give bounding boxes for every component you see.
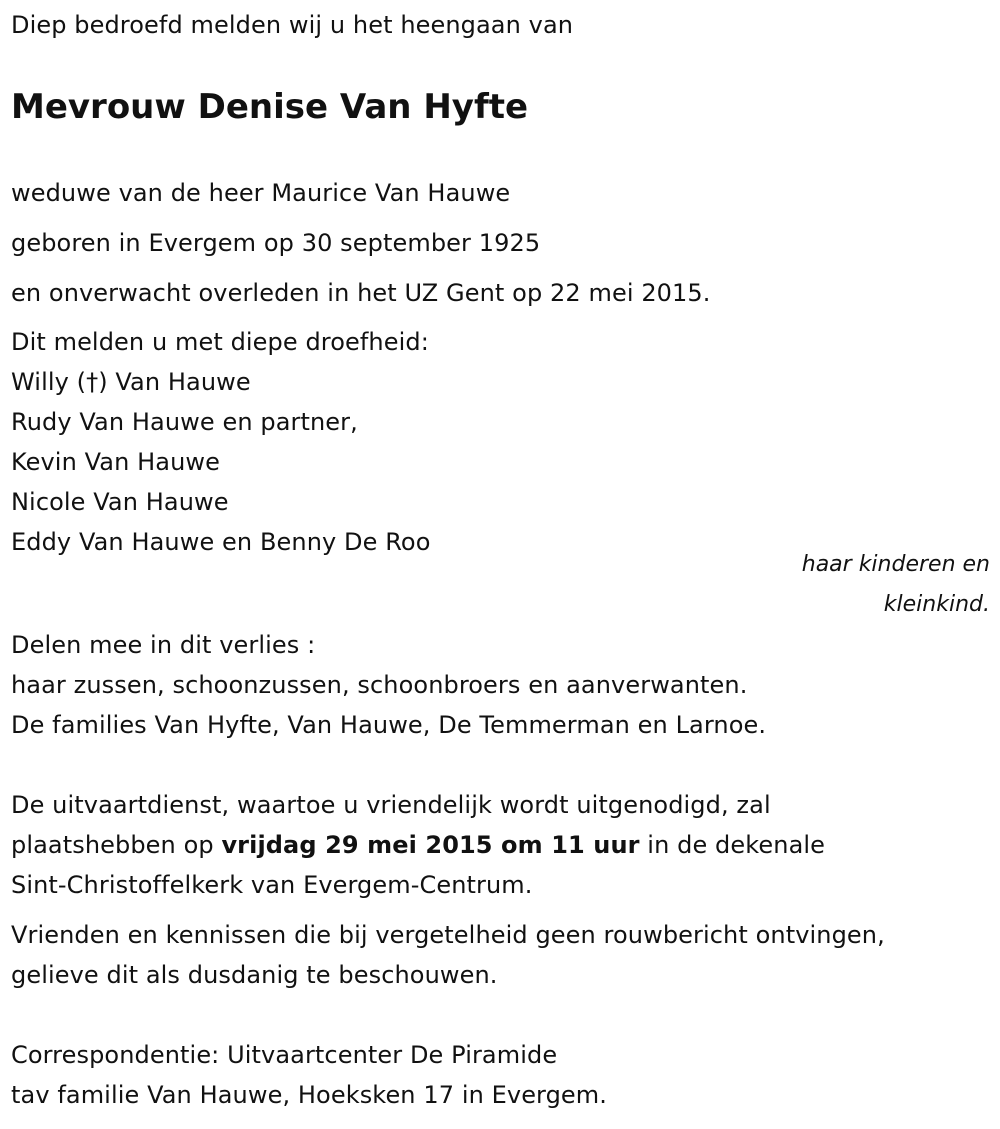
mourners-intro: Dit melden u met diepe droefheid: bbox=[11, 328, 429, 356]
relation-line: kleinkind. bbox=[883, 592, 990, 617]
friends-line: Vrienden en kennissen die bij vergetelheid geen rouwbericht ontvingen, bbox=[11, 921, 885, 949]
service-line: De uitvaartdienst, waartoe u vriendelijk wordt uitgenodigd, zal bbox=[11, 791, 771, 819]
friends-line: gelieve dit als dusdanig te beschouwen. bbox=[11, 961, 498, 989]
service-line bbox=[11, 830, 825, 860]
sharing-intro: Delen mee in dit verlies : bbox=[11, 631, 316, 659]
mourner-item: Eddy Van Hauwe en Benny De Roo bbox=[11, 528, 431, 556]
birth-line: geboren in Evergem op 30 september 1925 bbox=[11, 229, 541, 257]
mourner-item: Rudy Van Hauwe en partner, bbox=[11, 408, 358, 436]
mourner-item: Nicole Van Hauwe bbox=[11, 488, 229, 516]
intro-text: Diep bedroefd melden wij u het heengaan van bbox=[11, 11, 574, 39]
correspondence-line: Correspondentie: Uitvaartcenter De Piramide bbox=[11, 1041, 558, 1069]
mourner-item: Kevin Van Hauwe bbox=[11, 448, 220, 476]
service-text: in de dekenale bbox=[639, 831, 826, 859]
relation-line: haar kinderen en bbox=[801, 552, 990, 577]
sharing-line: De families Van Hyfte, Van Hauwe, De Temmerman en Larnoe. bbox=[11, 711, 767, 739]
service-text: plaatshebben op bbox=[11, 831, 222, 859]
widow-of-line: weduwe van de heer Maurice Van Hauwe bbox=[11, 179, 511, 207]
sharing-line: haar zussen, schoonzussen, schoonbroers en aanverwanten. bbox=[11, 671, 748, 699]
deceased-name: Mevrouw Denise Van Hyfte bbox=[11, 87, 529, 127]
death-line: en onverwacht overleden in het UZ Gent op 22 mei 2015. bbox=[11, 279, 711, 307]
mourner-item: Willy (†) Van Hauwe bbox=[11, 368, 251, 396]
correspondence-line: tav familie Van Hauwe, Hoeksken 17 in Evergem. bbox=[11, 1081, 608, 1109]
service-date: vrijdag 29 mei 2015 om 11 uur bbox=[221, 831, 640, 859]
service-line: Sint-Christoffelkerk van Evergem-Centrum. bbox=[11, 871, 533, 899]
